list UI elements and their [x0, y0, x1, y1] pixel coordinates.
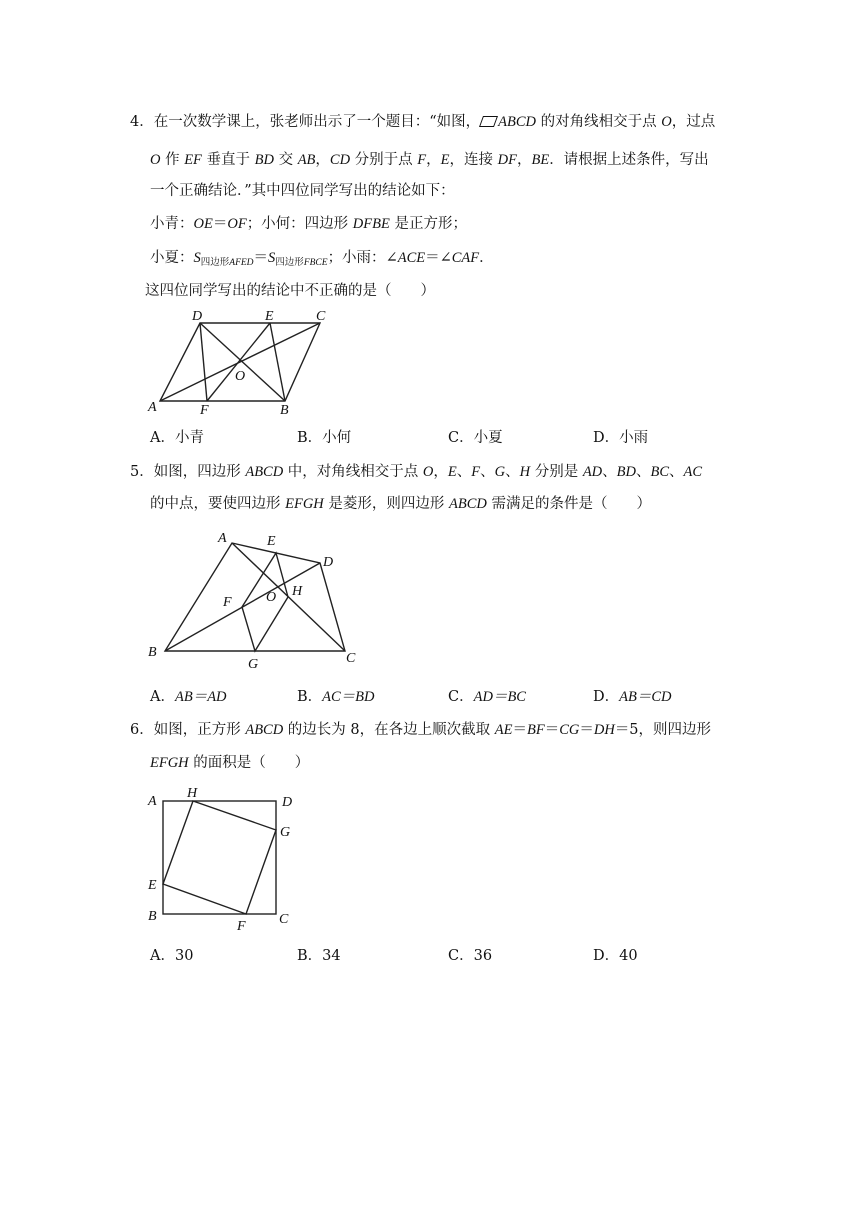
q5-label-h: H: [292, 584, 303, 599]
q4-segment-be: [270, 323, 285, 401]
q4-line-6: 这四位同学写出的结论中不正确的是（ ）: [145, 283, 435, 299]
q5-line-2: 的中点，要使四边形 EFGH 是菱形，则四边形 ABCD 需满足的条件是（ ）: [150, 496, 651, 512]
q6-option-c[interactable]: C．36: [448, 948, 493, 964]
q4-parallelogram: [160, 323, 320, 401]
q5-quad-efgh: [242, 553, 288, 651]
q4-label-f: F: [200, 403, 209, 418]
q6-label-b: B: [148, 909, 157, 924]
q5-option-c[interactable]: C．AD＝BC: [448, 689, 526, 705]
q6-label-d: D: [282, 795, 293, 810]
q6-square-efgh: [163, 801, 276, 914]
q5-label-a: A: [218, 531, 227, 546]
q4-segment-df: [200, 323, 207, 401]
q4-option-a[interactable]: A．小青: [150, 430, 204, 446]
q4-line-1: 4．在一次数学课上，张老师出示了一个题目：“如图， ABCD 的对角线相交于点 O，过点: [130, 114, 716, 130]
q4-label-o: O: [235, 369, 246, 384]
q5-line-1: 5．如图，四边形 ABCD 中，对角线相交于点 O，E、F、G、H 分别是 AD、BD、BC、AC: [130, 464, 703, 480]
q6-label-c: C: [279, 912, 289, 927]
q5-option-a[interactable]: A．AB＝AD: [150, 689, 227, 705]
q4-label-e: E: [265, 309, 274, 324]
q4-diagonal-ac: [160, 323, 320, 401]
q4-segment-ef: [207, 323, 270, 401]
q5-label-d: D: [323, 555, 334, 570]
q4-option-d[interactable]: D．小雨: [593, 430, 649, 446]
q6-square-abcd: [163, 801, 276, 914]
q4-option-b[interactable]: B．小何: [297, 430, 352, 446]
q4-line-2: O 作 EF 垂直于 BD 交 AB，CD 分别于点 F，E，连接 DF，BE．请根据上述条件，写出: [150, 152, 709, 168]
q6-option-a[interactable]: A．30: [150, 948, 194, 964]
q6-option-b[interactable]: B．34: [297, 948, 341, 964]
q4-label-b: B: [280, 403, 289, 418]
q5-option-d[interactable]: D．AB＝CD: [593, 689, 672, 705]
q4-line-4: 小青：OE＝OF；小何：四边形 DFBE 是正方形；: [150, 216, 467, 232]
q5-quadrilateral: [165, 543, 345, 651]
q5-label-f: F: [223, 595, 232, 610]
q4-line-3: 一个正确结论．”其中四位同学写出的结论如下：: [150, 183, 455, 199]
q4-diagonal-bd: [200, 323, 285, 401]
q5-label-e: E: [267, 534, 276, 549]
q6-label-h: H: [187, 786, 198, 801]
q6-label-f: F: [237, 919, 246, 934]
q5-diagonal-bd: [165, 563, 320, 651]
q6-label-a: A: [148, 794, 157, 809]
q4-line-5: 小夏：$S_{四边形AFED}=S_{四边形FBCE}$；小雨：∠ACE＝∠CAF．: [150, 250, 494, 268]
q4-option-c[interactable]: C．小夏: [448, 430, 503, 446]
q5-label-b: B: [148, 645, 157, 660]
q4-label-d: D: [192, 309, 203, 324]
q4-label-a: A: [148, 400, 157, 415]
q5-option-b[interactable]: B．AC＝BD: [297, 689, 375, 705]
q5-label-o: O: [266, 590, 277, 605]
q6-line-1: 6．如图，正方形 ABCD 的边长为 8，在各边上顺次截取 AE＝BF＝CG＝DH＝5，则四边形: [130, 722, 712, 738]
q6-label-e: E: [148, 878, 157, 893]
q5-label-g: G: [248, 657, 259, 672]
q5-label-c: C: [346, 651, 356, 666]
q6-line-2: EFGH 的面积是（ ）: [150, 755, 310, 771]
parallelogram-symbol-icon: [479, 116, 498, 127]
q5-diagonal-ac: [232, 543, 345, 651]
q4-label-c: C: [316, 309, 326, 324]
q6-option-d[interactable]: D．40: [593, 948, 638, 964]
q6-label-g: G: [280, 825, 291, 840]
